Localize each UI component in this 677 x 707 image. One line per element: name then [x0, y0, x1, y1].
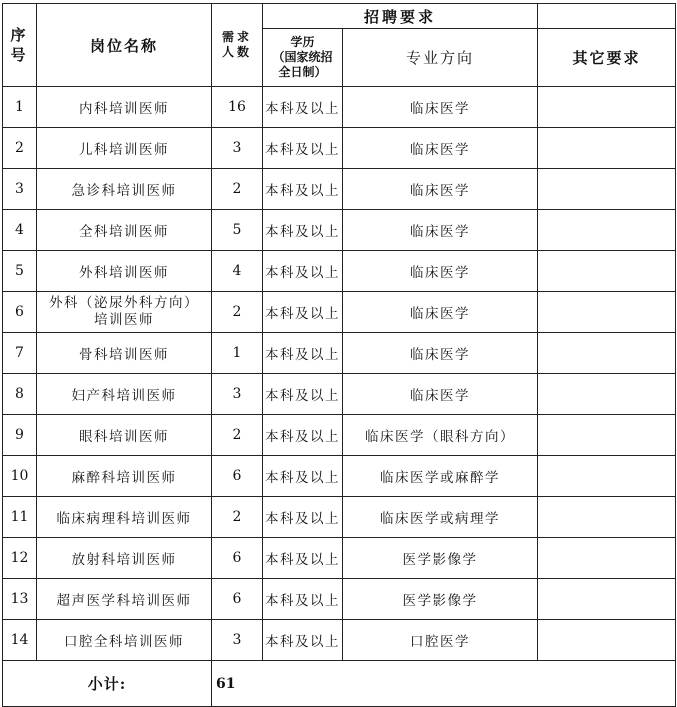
- header-major: 专业方向: [343, 29, 538, 87]
- cell-name: 全科培训医师: [37, 210, 212, 251]
- cell-name: [37, 292, 212, 333]
- cell-major: 临床医学: [343, 374, 538, 415]
- cell-count: 3: [212, 620, 263, 661]
- cell-name: 口腔全科培训医师: [37, 620, 212, 661]
- table-row: [3, 251, 676, 292]
- cell-other: [538, 538, 676, 579]
- header-edu-line2: （国家统招: [272, 50, 333, 64]
- cell-seq: 5: [3, 251, 37, 292]
- cell-edu: 本科及以上: [263, 579, 343, 620]
- cell-other: [538, 333, 676, 374]
- cell-other: [538, 620, 676, 661]
- table-row: [3, 538, 676, 579]
- table-row: [3, 333, 676, 374]
- cell-seq: 12: [3, 538, 37, 579]
- cell-seq: 3: [3, 169, 37, 210]
- cell-other: [538, 210, 676, 251]
- cell-other: [538, 169, 676, 210]
- cell-major: 医学影像学: [343, 579, 538, 620]
- cell-count: 3: [212, 128, 263, 169]
- header-seq-line1: 序: [10, 26, 29, 44]
- table-row: [3, 415, 676, 456]
- cell-seq: 6: [3, 292, 37, 333]
- table-row: [3, 456, 676, 497]
- header-position-name: 岗位名称: [37, 4, 212, 87]
- cell-seq: 7: [3, 333, 37, 374]
- cell-edu: 本科及以上: [263, 169, 343, 210]
- table-row: [3, 169, 676, 210]
- cell-other: [538, 292, 676, 333]
- cell-major: 医学影像学: [343, 538, 538, 579]
- cell-edu: 本科及以上: [263, 538, 343, 579]
- cell-name: 眼科培训医师: [37, 415, 212, 456]
- cell-name: 麻醉科培训医师: [37, 456, 212, 497]
- cell-count: 6: [212, 579, 263, 620]
- recruitment-table: [2, 3, 676, 707]
- table-row: [3, 497, 676, 538]
- cell-seq: 8: [3, 374, 37, 415]
- cell-edu: 本科及以上: [263, 456, 343, 497]
- header-blank: [538, 4, 676, 29]
- cell-name: 内科培训医师: [37, 87, 212, 128]
- table-row: [3, 292, 676, 333]
- cell-name-line1: 外科（泌尿外科方向）: [49, 295, 199, 311]
- cell-major: 临床医学: [343, 333, 538, 374]
- header-count-line1: 需求: [221, 30, 252, 44]
- cell-seq: 9: [3, 415, 37, 456]
- cell-other: [538, 497, 676, 538]
- header-count-line2: 人数: [221, 45, 252, 59]
- cell-other: [538, 251, 676, 292]
- cell-other: [538, 456, 676, 497]
- cell-major: 口腔医学: [343, 620, 538, 661]
- cell-count: 2: [212, 415, 263, 456]
- cell-count: 3: [212, 374, 263, 415]
- cell-seq: 2: [3, 128, 37, 169]
- cell-other: [538, 415, 676, 456]
- cell-other: [538, 128, 676, 169]
- cell-name-line2: 培训医师: [94, 312, 154, 328]
- cell-name: 妇产科培训医师: [37, 374, 212, 415]
- cell-seq: 1: [3, 87, 37, 128]
- header-seq: [3, 4, 37, 87]
- cell-count: 2: [212, 292, 263, 333]
- header-other: 其它要求: [538, 29, 676, 87]
- cell-seq: 11: [3, 497, 37, 538]
- cell-seq: 14: [3, 620, 37, 661]
- cell-edu: 本科及以上: [263, 292, 343, 333]
- cell-major: 临床医学或麻醉学: [343, 456, 538, 497]
- header-demand-count: [212, 4, 263, 87]
- cell-major: 临床医学或病理学: [343, 497, 538, 538]
- cell-other: [538, 87, 676, 128]
- cell-edu: 本科及以上: [263, 374, 343, 415]
- cell-major: 临床医学: [343, 128, 538, 169]
- cell-name: 临床病理科培训医师: [37, 497, 212, 538]
- cell-edu: 本科及以上: [263, 251, 343, 292]
- cell-count: 2: [212, 497, 263, 538]
- cell-count: 6: [212, 538, 263, 579]
- total-row: [3, 661, 676, 707]
- cell-name: 超声医学科培训医师: [37, 579, 212, 620]
- header-education: [263, 29, 343, 87]
- cell-name: 儿科培训医师: [37, 128, 212, 169]
- header-edu-line3: 全日制）: [278, 65, 327, 79]
- cell-major: 临床医学: [343, 169, 538, 210]
- table-row: [3, 210, 676, 251]
- cell-other: [538, 374, 676, 415]
- cell-major: 临床医学: [343, 87, 538, 128]
- cell-count: 5: [212, 210, 263, 251]
- cell-name: 放射科培训医师: [37, 538, 212, 579]
- cell-edu: 本科及以上: [263, 497, 343, 538]
- cell-edu: 本科及以上: [263, 87, 343, 128]
- table-row: [3, 620, 676, 661]
- cell-major: 临床医学: [343, 292, 538, 333]
- cell-name: 骨科培训医师: [37, 333, 212, 374]
- table-row: [3, 128, 676, 169]
- cell-edu: 本科及以上: [263, 415, 343, 456]
- total-value: 61: [212, 661, 676, 707]
- total-label: 小计:: [3, 661, 212, 707]
- cell-major: 临床医学: [343, 210, 538, 251]
- cell-count: 4: [212, 251, 263, 292]
- cell-name: 外科培训医师: [37, 251, 212, 292]
- header-seq-line2: 号: [10, 46, 29, 64]
- header-recruit-requirements: 招聘要求: [263, 4, 538, 29]
- cell-seq: 13: [3, 579, 37, 620]
- cell-seq: 4: [3, 210, 37, 251]
- table-row: [3, 579, 676, 620]
- cell-seq: 10: [3, 456, 37, 497]
- cell-name: 急诊科培训医师: [37, 169, 212, 210]
- cell-edu: 本科及以上: [263, 620, 343, 661]
- header-edu-line1: 学历: [290, 35, 315, 49]
- cell-major: 临床医学（眼科方向）: [343, 415, 538, 456]
- cell-other: [538, 579, 676, 620]
- cell-count: 6: [212, 456, 263, 497]
- cell-edu: 本科及以上: [263, 333, 343, 374]
- cell-count: 1: [212, 333, 263, 374]
- table-row: [3, 87, 676, 128]
- cell-count: 2: [212, 169, 263, 210]
- cell-major: 临床医学: [343, 251, 538, 292]
- cell-edu: 本科及以上: [263, 128, 343, 169]
- table-row: [3, 374, 676, 415]
- cell-edu: 本科及以上: [263, 210, 343, 251]
- cell-count: 16: [212, 87, 263, 128]
